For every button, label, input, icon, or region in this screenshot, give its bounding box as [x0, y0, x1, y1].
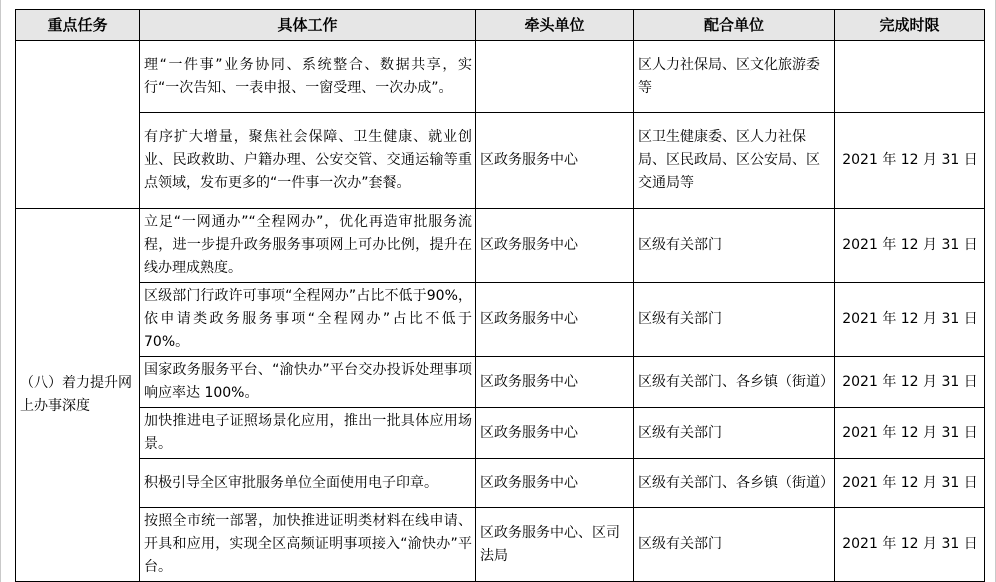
header-lead-unit: 牵头单位	[476, 10, 634, 41]
work-cell: 积极引导全区审批服务单位全面使用电子印章。	[140, 459, 476, 508]
lead-unit-cell: 区政务服务中心	[476, 209, 634, 283]
table-row	[16, 408, 985, 459]
lead-unit-cell: 区政务服务中心	[476, 408, 634, 459]
cooperating-unit-cell: 区人力社保局、区文化旅游委等	[634, 41, 835, 113]
lead-unit-cell: 区政务服务中心	[476, 113, 634, 209]
lead-unit-cell: 区政务服务中心	[476, 459, 634, 508]
deadline-cell: 2021 年 12 月 31 日	[835, 283, 985, 357]
table-row	[16, 283, 985, 357]
lead-unit-cell	[476, 41, 634, 113]
deadline-cell: 2021 年 12 月 31 日	[835, 408, 985, 459]
deadline-cell: 2021 年 12 月 31 日	[835, 357, 985, 408]
cooperating-unit-cell: 区卫生健康委、区人力社保局、区民政局、区公安局、区交通局等	[634, 113, 835, 209]
lead-unit-cell: 区政务服务中心	[476, 357, 634, 408]
cooperating-unit-cell: 区级有关部门	[634, 283, 835, 357]
task-table	[15, 9, 985, 582]
table-row	[16, 209, 985, 283]
key-task-cell: （八）着力提升网上办事深度	[16, 209, 140, 582]
cooperating-unit-cell: 区级有关部门	[634, 508, 835, 582]
header-cooperating-unit: 配合单位	[634, 10, 835, 41]
work-cell: 加快推进电子证照场景化应用，推出一批具体应用场景。	[140, 408, 476, 459]
lead-unit-cell: 区政务服务中心、区司法局	[476, 508, 634, 582]
deadline-cell: 2021 年 12 月 31 日	[835, 209, 985, 283]
work-cell: 国家政务服务平台、“渝快办”平台交办投诉处理事项响应率达 100%。	[140, 357, 476, 408]
cooperating-unit-cell: 区级有关部门	[634, 209, 835, 283]
table-row	[16, 508, 985, 582]
work-cell: 理“一件事”业务协同、系统整合、数据共享，实行“一次告知、一表申报、一窗受理、一次办成”。	[140, 41, 476, 113]
deadline-cell: 2021 年 12 月 31 日	[835, 459, 985, 508]
work-cell: 立足“一网通办”“全程网办”，优化再造审批服务流程，进一步提升政务服务事项网上可办比例，提升在线办理成熟度。	[140, 209, 476, 283]
deadline-cell: 2021 年 12 月 31 日	[835, 508, 985, 582]
cooperating-unit-cell: 区级有关部门、各乡镇（街道）	[634, 459, 835, 508]
deadline-cell: 2021 年 12 月 31 日	[835, 113, 985, 209]
table-row	[16, 41, 985, 113]
header-specific-work: 具体工作	[140, 10, 476, 41]
header-row	[16, 10, 985, 41]
table-row	[16, 113, 985, 209]
lead-unit-cell: 区政务服务中心	[476, 283, 634, 357]
cooperating-unit-cell: 区级有关部门、各乡镇（街道）	[634, 357, 835, 408]
work-cell: 区级部门行政许可事项“全程网办”占比不低于90%，依申请类政务服务事项“全程网办”占比不低于 70%。	[140, 283, 476, 357]
work-cell: 有序扩大增量，聚焦社会保障、卫生健康、就业创业、民政救助、户籍办理、公安交管、交通运输等重点领域，发布更多的“一件事一次办”套餐。	[140, 113, 476, 209]
deadline-cell	[835, 41, 985, 113]
table-row	[16, 459, 985, 508]
table-row	[16, 357, 985, 408]
cooperating-unit-cell: 区级有关部门	[634, 408, 835, 459]
key-task-cell	[16, 41, 140, 209]
work-cell: 按照全市统一部署，加快推进证明类材料在线申请、开具和应用，实现全区高频证明事项接入“渝快办”平台。	[140, 508, 476, 582]
header-deadline: 完成时限	[835, 10, 985, 41]
header-key-task: 重点任务	[16, 10, 140, 41]
page-left-edge	[0, 0, 1, 582]
